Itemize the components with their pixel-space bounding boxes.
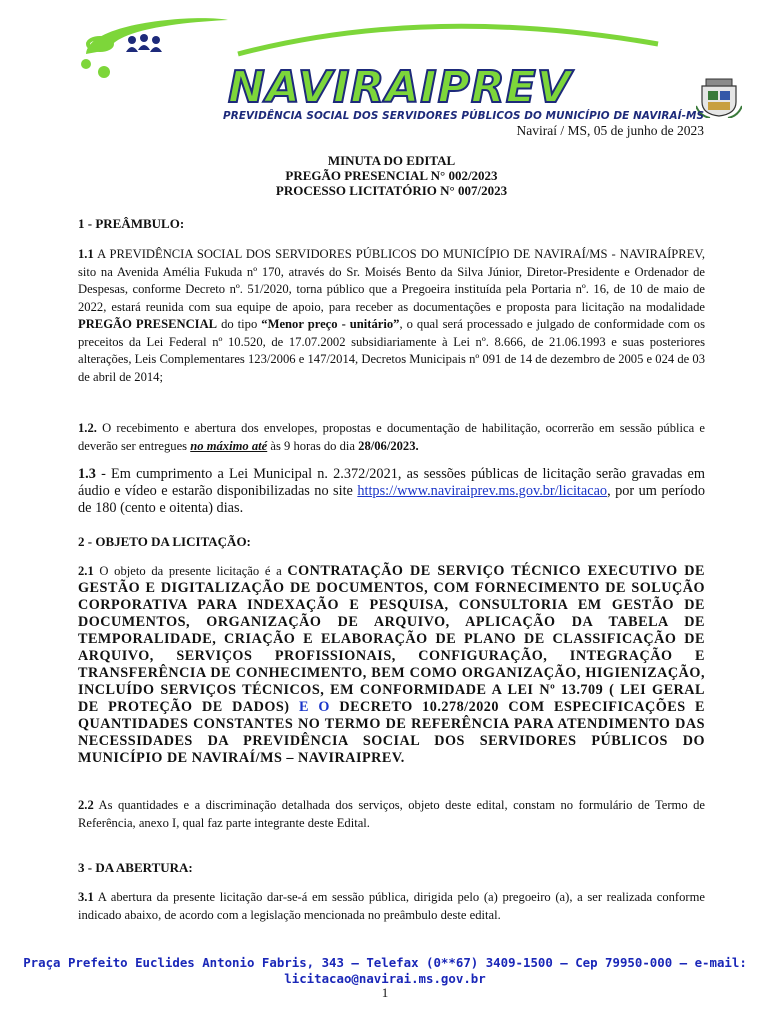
clause-number: 1.3 xyxy=(78,466,96,482)
clause-text: às 9 horas do dia xyxy=(267,438,359,453)
section-heading: 1 - PREÂMBULO: xyxy=(78,216,185,231)
section-2-heading xyxy=(78,533,705,551)
paragraph-2-1 xyxy=(78,563,705,767)
date-line: Naviraí / MS, 05 de junho de 2023 xyxy=(516,123,704,138)
clause-number: 2.1 xyxy=(78,564,94,578)
object-description-cont: DECRETO 10.278/2020 COM ESPECIFICAÇÕES E QUANTIDADES CONSTANTES NO TERMO DE REFERÊNCIA PARA ATENDIMENTO DAS NECESSIDADES DA PREVIDÊNCIA SOCIAL DOS SERVIDORES PÚBLICOS DO MUNICÍPIO DE NAVIRAÍ/MS – NAVIRAIPREV. xyxy=(78,699,705,766)
object-highlight: E O xyxy=(298,699,330,715)
clause-text: , por um período de 180 (cento e oitenta) dias. xyxy=(78,483,705,516)
section-3-heading xyxy=(78,859,705,877)
clause-text: A PREVIDÊNCIA SOCIAL DOS SERVIDORES PÚBLICOS DO MUNICÍPIO DE NAVIRAÍ/MS - NAVIRAÍPREV, sito na Avenida Amélia Fukuda nº 170, através do Sr. Moisés Bento da Silva Júnior, Diretor-Presidente e Ordenador de Despesas, conforme Decreto nº. 51/2020, torna público que a Pregoeira instituída pela Portaria nº. 16, de 10 de maio de 2022, estará reunida com sua equipe de apoio, para receber as documentações e proposta para licitação na modalidade xyxy=(78,247,705,314)
footer-email: licitacao@navirai.ms.gov.br xyxy=(284,971,486,986)
paragraph-1-2 xyxy=(78,420,705,455)
clause-text: A abertura da presente licitação dar-se-á em sessão pública, dirigida pelo (a) pregoeiro (a), a ser realizada conforme indicado abaixo, de acordo com a legislação mencionada no preâmbulo deste edital. xyxy=(78,890,705,922)
clause-bold: PREGÃO PRESENCIAL xyxy=(78,317,218,331)
clause-text: - Em cumprimento a Lei Municipal n. 2.372/2021, as sessões públicas de licitação serão gravadas em áudio e vídeo e estarão disponibilizadas no site xyxy=(78,466,705,499)
logo-wordmark: NAVIRAIPREV xyxy=(228,62,572,113)
title-line-1: MINUTA DO EDITAL xyxy=(327,153,456,168)
section-heading: 3 - DA ABERTURA: xyxy=(78,860,193,875)
clause-number: 1.2. xyxy=(78,421,97,435)
footer-address: Praça Prefeito Euclides Antonio Fabris, 343 – Telefax (0**67) 3409-1500 – Cep 79950-000 – e-mail: xyxy=(23,955,747,970)
title-line-3: PROCESSO LICITATÓRIO N° 007/2023 xyxy=(275,183,508,198)
page-footer xyxy=(0,955,770,987)
section-heading: 2 - OBJETO DA LICITAÇÃO: xyxy=(78,534,251,549)
clause-bold: “Menor preço - unitário” xyxy=(261,317,400,331)
naviraiprev-logo xyxy=(78,14,705,122)
clause-text: As quantidades e a discriminação detalhada dos serviços, objeto deste edital, constam no formulário de Termo de Referência, anexo I, qual faz parte integrante deste Edital. xyxy=(78,798,705,830)
paragraph-3-1 xyxy=(78,889,705,924)
clause-text: do tipo xyxy=(217,317,262,331)
paragraph-2-2 xyxy=(78,797,705,832)
deadline-emphasis: no máximo até xyxy=(190,438,268,453)
document-title xyxy=(78,153,705,198)
clause-number: 3.1 xyxy=(78,890,94,904)
logo-tagline: PREVIDÊNCIA SOCIAL DOS SERVIDORES PÚBLICOS DO MUNICÍPIO DE NAVIRAÍ-MS xyxy=(223,110,705,122)
clause-text: O objeto da presente licitação é a xyxy=(93,564,288,578)
deadline-date: 28/06/2023. xyxy=(358,438,419,453)
page-number: 1 xyxy=(381,985,389,1000)
section-1-heading xyxy=(78,215,705,233)
licitacao-link[interactable]: https://www.naviraiprev.ms.gov.br/licitacao xyxy=(357,483,608,499)
clause-number: 2.2 xyxy=(78,798,94,812)
paragraph-1-3 xyxy=(78,466,705,517)
object-description: CONTRATAÇÃO DE SERVIÇO TÉCNICO EXECUTIVO DE GESTÃO E DIGITALIZAÇÃO DE DOCUMENTOS, COM FORNECIMENTO DE SOLUÇÃO CORPORATIVA PARA INDEXAÇÃO E PESQUISA, CONSULTORIA EM GESTÃO DE DOCUMENTOS, ORGANIZAÇÃO DE ARQUIVO, APLICAÇÃO DA TABELA DE TEMPORALIDADE, CRIAÇÃO E ELABORAÇÃO DE PLANO DE CLASSIFICAÇÃO DE ARQUIVO, SERVIÇOS PROFISSIONAIS, CONFIGURAÇÃO, INTEGRAÇÃO E TRANSFERÊNCIA DE CONHECIMENTO, BEM COMO ORGANIZAÇÃO, HIGIENIZAÇÃO, INCLUÍDO SERVIÇOS TÉCNICOS, EM CONFORMIDADE A LEI Nº 13.709 ( LEI GERAL DE PROTEÇÃO DE DADOS) xyxy=(78,563,705,715)
paragraph-1-1 xyxy=(78,246,705,386)
clause-text: O recebimento e abertura dos envelopes, propostas e documentação de habilitação, ocorrerão em sessão pública e deverão ser entregues xyxy=(78,421,705,453)
clause-text: , o qual será processado e julgado de conformidade com os preceitos da Lei Federal nº 10.520, de 17.07.2002 subsidiariamente à Lei nº. 8.666, de 21.06.1993 e suas posteriores alterações, Leis Complementares 123/2006 e 147/2014, Decretos Municipais nº 091 de 14 de dezembro de 2005 e 024 de 03 de abril de 2014; xyxy=(78,317,705,384)
title-line-2: PREGÃO PRESENCIAL N° 002/2023 xyxy=(285,168,498,183)
clause-number: 1.1 xyxy=(78,247,94,261)
